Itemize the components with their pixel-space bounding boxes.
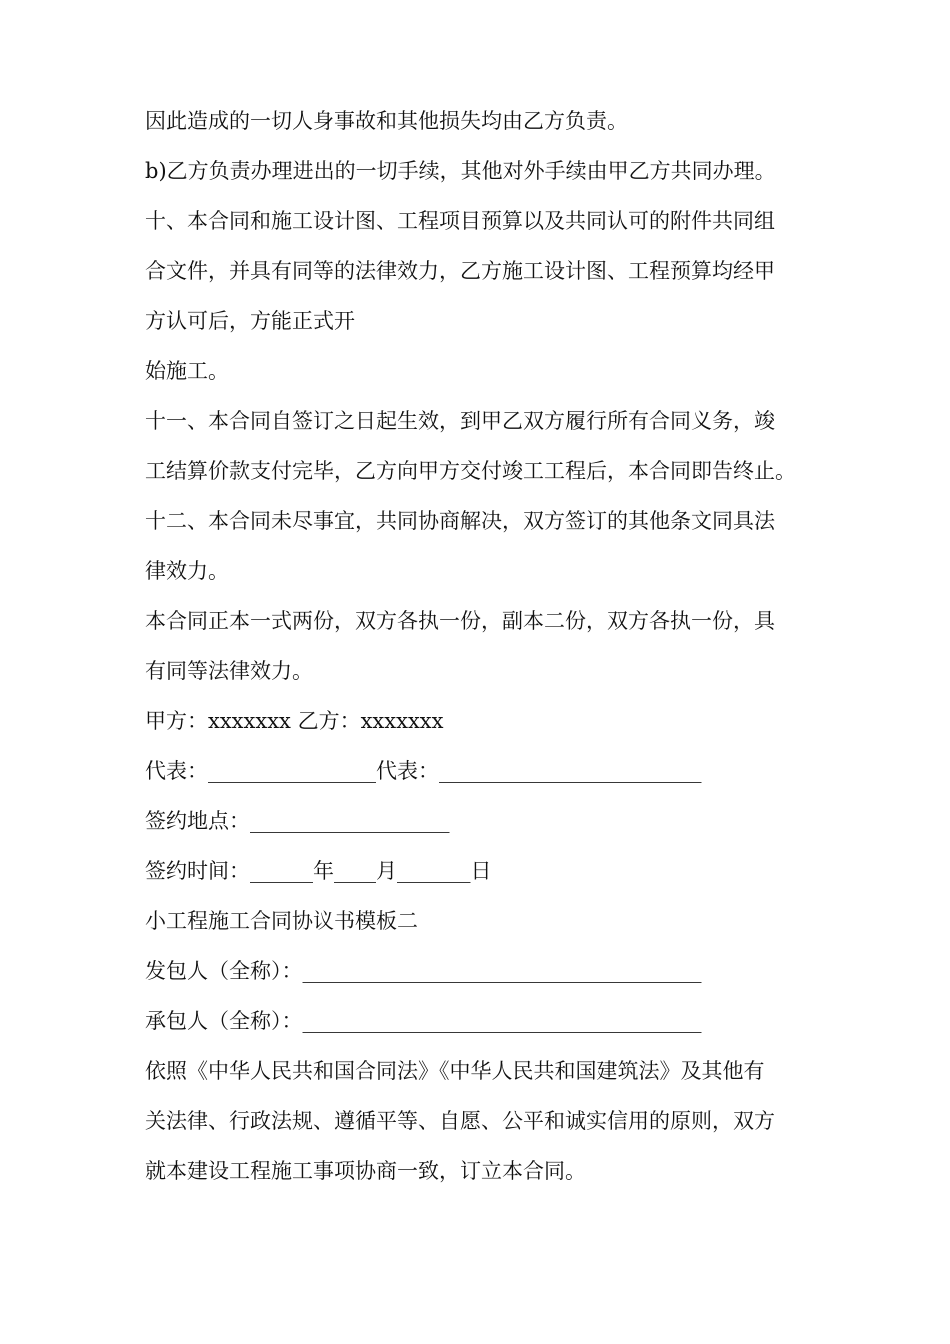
signing-date-line: 签约时间：______年____月_______日 xyxy=(145,859,492,883)
text-line: 始施工。 xyxy=(145,359,229,383)
text-line: 律效力。 xyxy=(145,559,229,583)
text-line: b)乙方负责办理进出的一切手续，其他对外手续由甲乙方共同办理。 xyxy=(145,159,776,183)
text-line: 合文件，并具有同等的法律效力，乙方施工设计图、工程预算均经甲 xyxy=(145,259,775,283)
text-line: 方认可后，方能正式开 xyxy=(145,309,355,333)
employer-line: 发包人（全称）：______________________________________ xyxy=(145,959,702,983)
text-line: 工结算价款支付完毕，乙方向甲方交付竣工工程后，本合同即告终止。 xyxy=(145,459,796,483)
party-names: 甲方：xxxxxxx 乙方：xxxxxxx xyxy=(145,709,444,733)
text-line: 依照《中华人民共和国合同法》《中华人民共和国建筑法》及其他有 xyxy=(145,1059,765,1083)
text-line: 十一、本合同自签订之日起生效，到甲乙双方履行所有合同义务，竣 xyxy=(145,409,775,433)
text-line: 因此造成的一切人身事故和其他损失均由乙方负责。 xyxy=(145,109,628,133)
text-line: 有同等法律效力。 xyxy=(145,659,313,683)
text-line: 就本建设工程施工事项协商一致，订立本合同。 xyxy=(145,1159,586,1183)
signing-place-line: 签约地点：___________________ xyxy=(145,809,450,833)
text-line: 十二、本合同未尽事宜，共同协商解决，双方签订的其他条文同具法 xyxy=(145,509,775,533)
representative-line: 代表：________________代表：_________________________ xyxy=(145,759,702,783)
contractor-line: 承包人（全称）：______________________________________ xyxy=(145,1009,702,1033)
section-title: 小工程施工合同协议书模板二 xyxy=(145,909,418,933)
text-line: 本合同正本一式两份，双方各执一份，副本二份，双方各执一份，具 xyxy=(145,609,775,633)
text-line: 十、本合同和施工设计图、工程项目预算以及共同认可的附件共同组 xyxy=(145,209,775,233)
text-line: 关法律、行政法规、遵循平等、自愿、公平和诚实信用的原则，双方 xyxy=(145,1109,775,1133)
